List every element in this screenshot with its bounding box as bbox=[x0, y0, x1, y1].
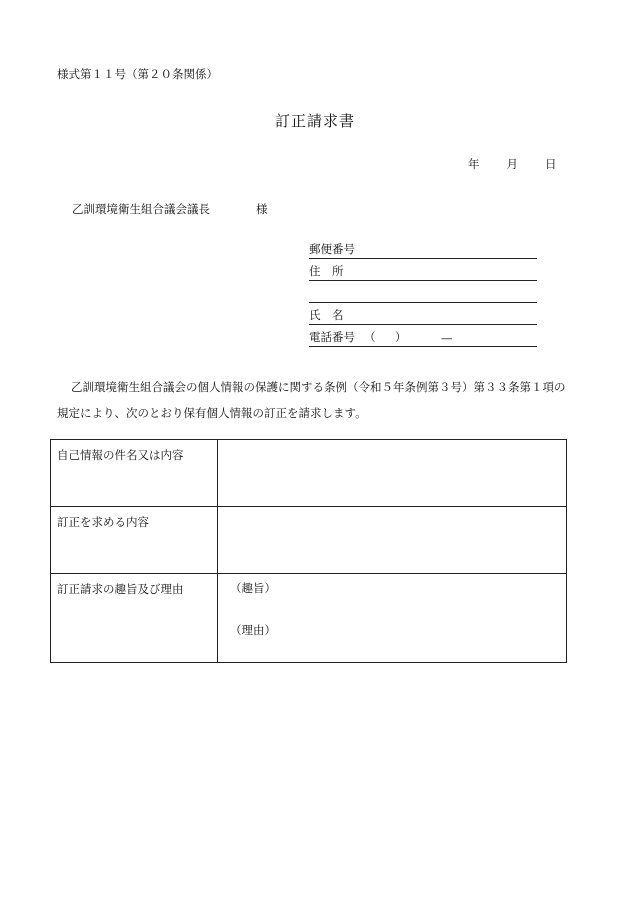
year-label: 年 bbox=[468, 157, 480, 171]
name-label: 氏 名 bbox=[309, 308, 344, 322]
table-header-cell: 訂正を求める内容 bbox=[51, 507, 218, 574]
phone-label: 電話番号 bbox=[309, 330, 355, 344]
purpose-label: （趣旨） bbox=[230, 581, 276, 595]
month-label: 月 bbox=[506, 157, 518, 171]
phone-paren-open: （ bbox=[364, 330, 376, 344]
addressee bbox=[72, 201, 268, 217]
addressee-honorific: 様 bbox=[256, 202, 268, 216]
table-row bbox=[51, 574, 567, 663]
address-label: 住 所 bbox=[309, 264, 344, 278]
postal-code-label: 郵便番号 bbox=[309, 242, 355, 256]
request-body-text bbox=[57, 374, 572, 426]
reason-label: （理由） bbox=[230, 623, 276, 637]
document-title: 訂正請求書 bbox=[274, 112, 355, 130]
name-field[interactable] bbox=[309, 307, 537, 325]
table-header-cell: 訂正請求の趣旨及び理由 bbox=[51, 574, 218, 663]
table-value-cell[interactable] bbox=[218, 440, 567, 507]
request-table bbox=[50, 439, 567, 663]
address-field[interactable] bbox=[309, 263, 537, 281]
form-number: 様式第１１号（第２０条関係） bbox=[57, 67, 218, 81]
table-row bbox=[51, 440, 567, 507]
address-field-line-2[interactable] bbox=[309, 285, 537, 303]
table-header-cell: 自己情報の件名又は内容 bbox=[51, 440, 218, 507]
table-value-cell[interactable] bbox=[218, 574, 567, 663]
phone-paren-close: ） bbox=[395, 330, 407, 344]
addressee-name: 乙訓環境衛生組合議会議長 bbox=[72, 202, 210, 216]
date-line bbox=[468, 156, 557, 172]
table-row bbox=[51, 507, 567, 574]
phone-dash: — bbox=[441, 331, 453, 345]
phone-field[interactable] bbox=[309, 329, 537, 347]
table-value-cell[interactable] bbox=[218, 507, 567, 574]
day-label: 日 bbox=[545, 157, 557, 171]
request-body-content: 乙訓環境衛生組合議会の個人情報の保護に関する条例（令和５年条例第３号）第３３条第１項の規定により、次のとおり保有個人情報の訂正を請求します。 bbox=[57, 380, 566, 420]
postal-code-field[interactable] bbox=[309, 241, 537, 259]
